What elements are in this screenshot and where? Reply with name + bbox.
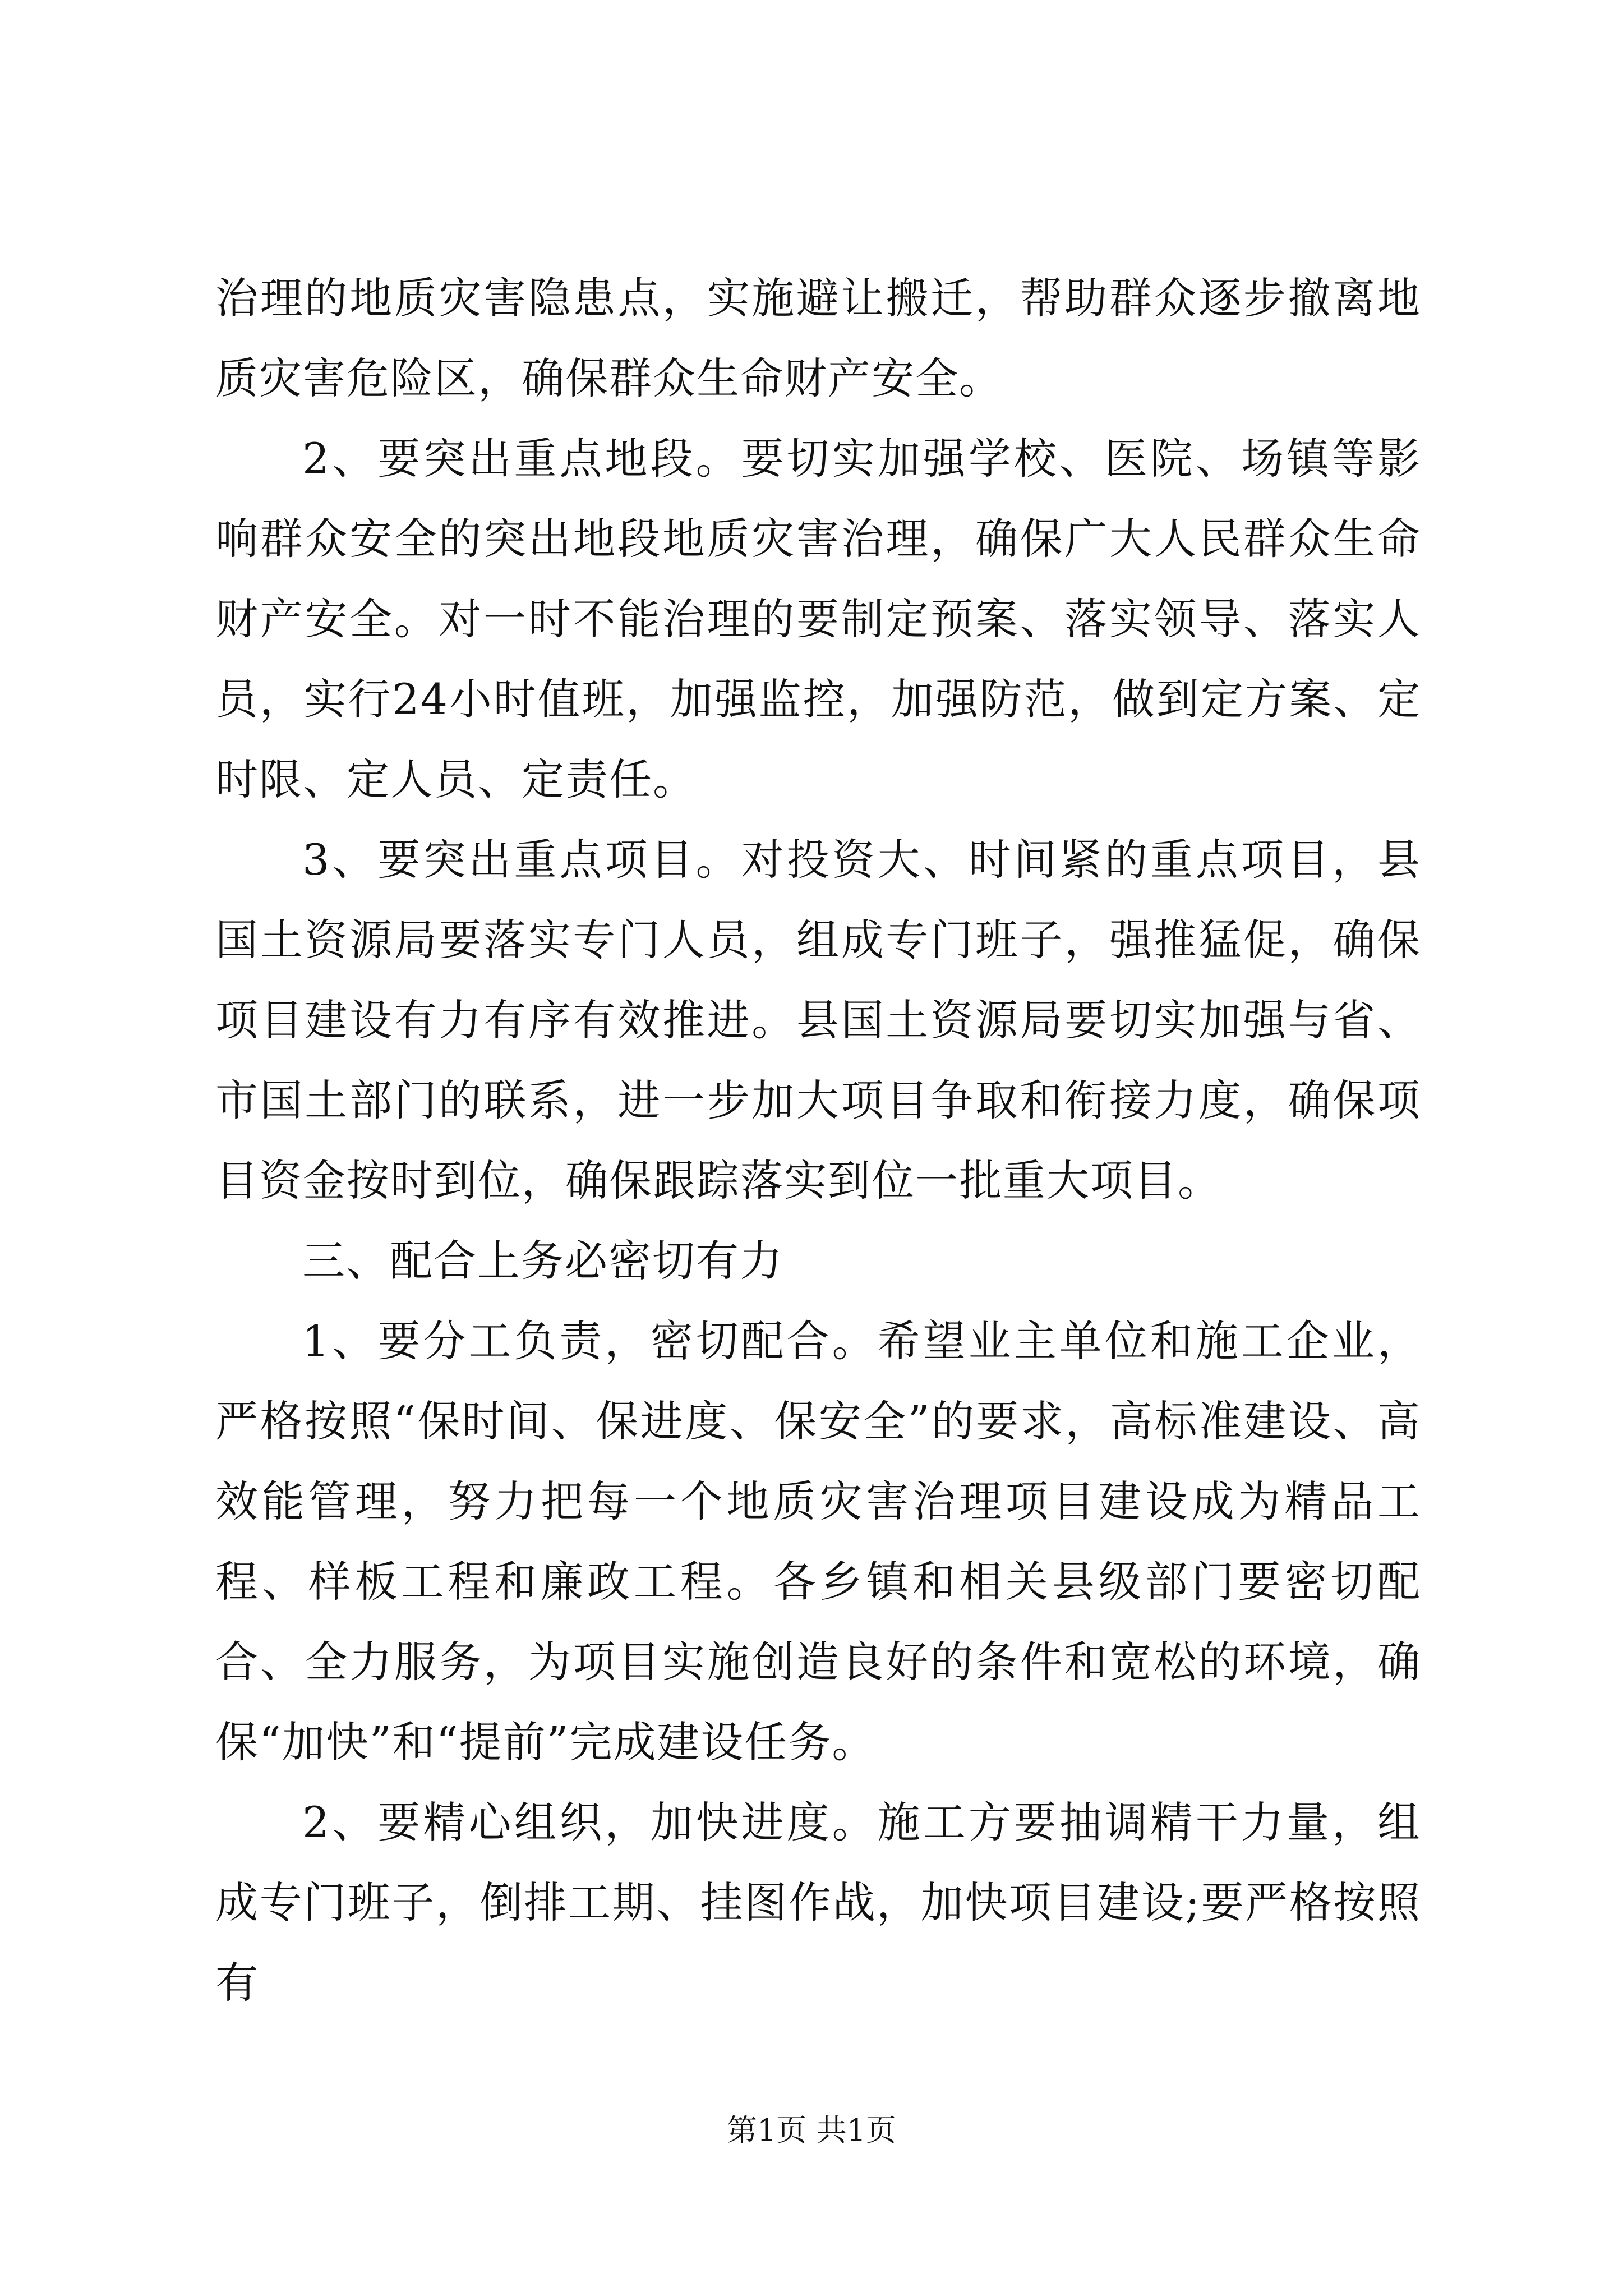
paragraph-organization: 2、要精心组织，加快进度。施工方要抽调精干力量，组成专门班子，倒排工期、挂图作战，加快项目建设;要严格按照有	[215, 1797, 1421, 2008]
page-footer: 第1页 共1页	[727, 2113, 896, 2148]
paragraph-key-sections: 2、要突出重点地段。要切实加强学校、医院、场镇等影响群众安全的突出地段地质灾害治理，确保广大人民群众生命财产安全。对一时不能治理的要制定预案、落实领导、落实人员，实行24小时值班，加强监控，加强防范，做到定方案、定时限、定人员、定责任。	[215, 434, 1421, 804]
paragraph-continuation: 治理的地质灾害隐患点，实施避让搬迁，帮助群众逐步撤离地质灾害危险区，确保群众生命财产安全。	[215, 273, 1421, 403]
paragraph-division-of-labor: 1、要分工负责，密切配合。希望业主单位和施工企业，严格按照“保时间、保进度、保安全”的要求，高标准建设、高效能管理，努力把每一个地质灾害治理项目建设成为精品工程、样板工程和廉政工程。各乡镇和相关县级部门要密切配合、全力服务，为项目实施创造良好的条件和宽松的环境，确保“加快”和“提前”完成建设任务。	[215, 1316, 1421, 1767]
paragraph-key-projects: 3、要突出重点项目。对投资大、时间紧的重点项目，县国土资源局要落实专门人员，组成专门班子，强推猛促，确保项目建设有力有序有效推进。县国土资源局要切实加强与省、市国土部门的联系，进一步加大项目争取和衔接力度，确保项目资金按时到位，确保跟踪落实到位一批重大项目。	[215, 835, 1421, 1205]
document-body	[215, 258, 1421, 2023]
section-heading-coordination: 三、配合上务必密切有力	[302, 1236, 783, 1286]
